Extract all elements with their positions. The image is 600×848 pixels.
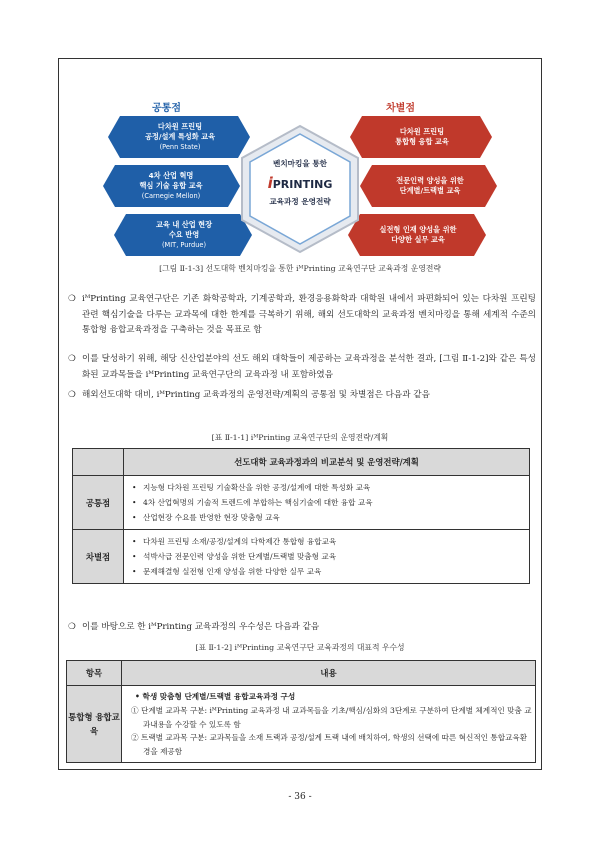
paragraph-2 bbox=[68, 352, 536, 383]
list-item: • 지능형 다차원 프린팅 기술확산을 위한 공정/설계에 대한 특성화 교육 bbox=[143, 480, 528, 495]
left-item-1: 다차원 프린팅 공정/설계 특성화 교육 (Penn State) bbox=[144, 122, 216, 151]
center-top-text: 벤치마킹을 통한 bbox=[273, 159, 327, 168]
table2-bold-line: • 학생 맞춤형 단계별/트랙별 융합교육과정 구성 bbox=[135, 692, 296, 701]
difference-heading: 차별점 bbox=[386, 103, 415, 114]
right-item-2: 전문인력 양성을 위한 단계별/트랙별 교육 bbox=[396, 176, 464, 195]
paragraph-1 bbox=[68, 292, 536, 339]
table1-row-content bbox=[124, 476, 530, 530]
table2-row-content bbox=[122, 686, 536, 763]
left-item-2: 4차 산업 혁명 핵심 기술 융합 교육 (Carnegie Mellon) bbox=[139, 171, 203, 200]
list-item: • 산업현장 수요를 반영한 현장 맞춤형 교육 bbox=[143, 510, 528, 525]
paragraph-2-text: 이를 달성하기 위해, 해당 신산업분야의 선도 해외 대학들이 제공하는 교육과정을 분석한 결과, [그림 Ⅱ-1-2]와 같은 특성화된 교과목들을 iᴹPrinting 교육연구단의 교육과정 내 포함하였음 bbox=[82, 354, 536, 380]
list-item: • 4차 산업혁명의 기술적 트렌드에 부합하는 핵심기술에 대한 융합 교육 bbox=[143, 495, 528, 510]
page-number: - 36 - bbox=[288, 792, 312, 802]
table-row bbox=[73, 530, 530, 584]
table1-row-content bbox=[124, 530, 530, 584]
table2-row-head: 통합형 융합교육 bbox=[67, 686, 122, 763]
table2-caption: [표 Ⅱ-1-2] iᴹPrinting 교육연구단 교육과정의 대표적 우수성 bbox=[195, 643, 405, 652]
list-item: • 다차원 프린팅 소재/공정/설계의 다학제간 통합형 융합교육 bbox=[143, 534, 528, 549]
table2-col1-header: 항목 bbox=[67, 661, 122, 686]
table2-col2-header: 내용 bbox=[122, 661, 536, 686]
table-row bbox=[67, 686, 536, 763]
strategy-table bbox=[72, 448, 530, 584]
list-item: ② 트랙별 교과목 구분: 교과목들을 소재 트랙과 공정/설계 트랙 내에 배치하여, 학생의 선택에 따른 혁신적인 통합교육환경을 제공함 bbox=[131, 733, 528, 756]
list-item: ① 단계별 교과목 구분: iᴹPrinting 교육과정 내 교과목들을 기초/핵심/심화의 3단계로 구분하여 단계별 체계적인 맞춤 교과내용을 수강할 수 있도록 함 bbox=[131, 706, 532, 729]
bullet-3: ❍ bbox=[68, 390, 76, 400]
paragraph-4 bbox=[68, 620, 536, 636]
table1-corner bbox=[73, 449, 124, 476]
logo-prefix: i bbox=[267, 174, 273, 192]
excellence-table bbox=[66, 660, 536, 763]
table-row bbox=[73, 476, 530, 530]
table1-caption: [표 Ⅱ-1-1] iᴹPrinting 교육연구단의 운영전략/계획 bbox=[211, 433, 389, 442]
center-bottom-text: 교육과정 운영전략 bbox=[269, 197, 331, 206]
center-logo bbox=[252, 174, 348, 192]
right-item-1: 다차원 프린팅 통합형 융합 교육 bbox=[395, 127, 449, 146]
paragraph-1-text: iᴹPrinting 교육연구단은 기존 화학공학과, 기계공학과, 환경응용화학과 대학원 내에서 파편화되어 있는 다차원 프린팅 관련 핵심기술을 다루는 교과목에 대한 한계를 극복하기 위해, 해외 선도대학의 교육과정 벤치마킹을 통해 세계적 수준의 통합형 융합교육과정을 구축하는 것을 목표로 함 bbox=[82, 294, 536, 335]
left-item-3: 교육 내 산업 현장 수요 반영 (MIT, Purdue) bbox=[155, 220, 213, 249]
bullet-2: ❍ bbox=[68, 354, 76, 364]
list-item: • 문제해결형 실전형 인재 양성을 위한 다양한 실무 교육 bbox=[143, 564, 528, 579]
bullet-1: ❍ bbox=[68, 294, 76, 304]
list-item: • 석박사급 전문인력 양성을 위한 단계별/트랙별 맞춤형 교육 bbox=[143, 549, 528, 564]
right-item-3: 실전형 인재 양성을 위한 다양한 실무 교육 bbox=[379, 225, 457, 244]
table1-header: 선도대학 교육과정과의 비교분석 및 운영전략/계획 bbox=[124, 449, 530, 476]
table1-row-head: 공통점 bbox=[73, 476, 124, 530]
paragraph-4-text: 이를 바탕으로 한 iᴹPrinting 교육과정의 우수성은 다음과 같음 bbox=[82, 622, 320, 632]
common-heading: 공통점 bbox=[152, 103, 181, 114]
paragraph-3-text: 해외선도대학 대비, iᴹPrinting 교육과정의 운영전략/계획의 공통점 및 차별점은 다음과 같음 bbox=[82, 390, 430, 400]
figure-caption: [그림 Ⅱ-1-3] 선도대학 벤치마킹을 통한 iᴹPrinting 교육연구단 교육과정 운영전략 bbox=[159, 264, 441, 273]
logo-text: PRINTING bbox=[272, 178, 333, 191]
table1-row-head: 차별점 bbox=[73, 530, 124, 584]
bullet-4: ❍ bbox=[68, 622, 76, 632]
paragraph-3 bbox=[68, 388, 536, 404]
